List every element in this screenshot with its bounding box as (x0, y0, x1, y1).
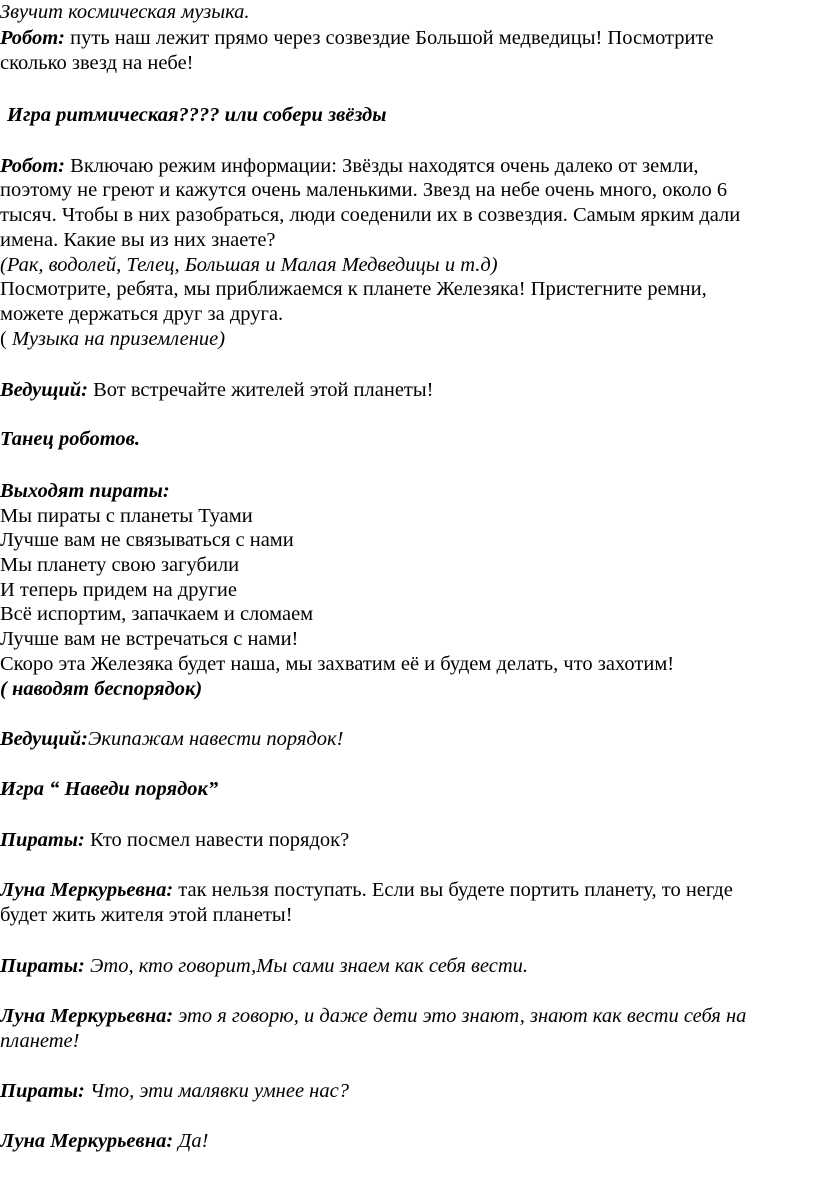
robot-line-1-text: путь наш лежит прямо через созвездие Большой медведицы! Посмотрите (65, 27, 714, 49)
robot-line-2-cont-1: поэтому не греют и кажутся очень маленькими. Звезд на небе очень много, около 6 (0, 179, 728, 201)
stage-direction-music: Звучит космическая музыка. (0, 1, 250, 23)
robot-line-1 (0, 26, 714, 50)
pirate-verse-1: Мы пираты с планеты Туами (0, 505, 253, 527)
pirates-line-1-text: Кто посмел навести порядок? (84, 829, 350, 851)
speaker-robot: Робот: (0, 155, 66, 177)
speaker-host: Ведущий: (0, 379, 88, 401)
robot-line-2-cont-2: тысяч. Чтобы в них разобраться, люди соеденили их в созвездия. Самым ярким дали (0, 204, 741, 226)
game-heading-order: Игра “ Наведи порядок” (0, 778, 219, 800)
speaker-pirates: Пираты: (0, 829, 85, 851)
pirate-verse-5: Всё испортим, запачкаем и сломаем (0, 603, 314, 625)
speaker-host: Ведущий: (0, 728, 88, 750)
luna-line-1-text: так нельзя поступать. Если вы будете портить планету, то негде (173, 879, 733, 901)
pirates-enter-heading: Выходят пираты: (0, 480, 170, 502)
speaker-luna: Луна Меркурьевна: (0, 1130, 174, 1152)
robot-line-3: Посмотрите, ребята, мы приближаемся к планете Железяка! Пристегните ремни, (0, 278, 707, 300)
pirate-verse-7: Скоро эта Железяка будет наша, мы захватим её и будем делать, что захотим! (0, 653, 675, 675)
game-heading-stars: Игра ритмическая???? или собери звёзды (7, 104, 387, 126)
robot-line-2 (0, 154, 699, 178)
pirates-line-2-text: Это, кто говорит,Мы сами знаем как себя вести. (84, 955, 528, 977)
stage-direction-landing: ( Музыка на приземление) (0, 328, 226, 350)
host-line-2-text: Экипажам навести порядок! (87, 728, 344, 750)
speaker-luna: Луна Меркурьевна: (0, 1005, 174, 1027)
robot-line-3-cont: можете держаться друг за друга. (0, 303, 284, 325)
robot-line-2-cont-3: имена. Какие вы из них знаете? (0, 229, 276, 251)
speaker-pirates: Пираты: (0, 1080, 85, 1102)
luna-line-2-cont: планете! (0, 1030, 80, 1052)
stage-direction-mess: ( наводят беспорядок) (0, 678, 203, 700)
pirate-verse-3: Мы планету свою загубили (0, 554, 240, 576)
robot-dance-heading: Танец роботов. (0, 428, 140, 450)
pirates-line-3-text: Что, эти малявки умнее нас? (84, 1080, 349, 1102)
luna-line-1-cont: будет жить жителя этой планеты! (0, 904, 293, 926)
host-line-1-text: Вот встречайте жителей этой планеты! (87, 379, 434, 401)
luna-line-2 (0, 1004, 746, 1028)
pirates-line-1 (0, 828, 349, 852)
speaker-pirates: Пираты: (0, 955, 85, 977)
robot-line-1-cont: сколько звезд на небе! (0, 52, 194, 74)
pirate-verse-4: И теперь придем на другие (0, 579, 237, 601)
luna-line-2-text: это я говорю, и даже дети это знают, знают как вести себя на (173, 1005, 747, 1027)
pirate-verse-6: Лучше вам не встречаться с нами! (0, 628, 299, 650)
pirates-line-3 (0, 1079, 349, 1103)
pirate-verse-2: Лучше вам не связываться с нами (0, 529, 294, 551)
speaker-robot: Робот: (0, 27, 66, 49)
constellation-answers: (Рак, водолей, Телец, Большая и Малая Медведицы и т.д) (0, 254, 498, 276)
luna-line-3 (0, 1129, 208, 1153)
speaker-luna: Луна Меркурьевна: (0, 879, 174, 901)
host-line-2 (0, 727, 343, 751)
luna-line-3-text: Да! (173, 1130, 209, 1152)
robot-line-2-text: Включаю режим информации: Звёзды находятся очень далеко от земли, (65, 155, 699, 177)
pirates-line-2 (0, 954, 528, 978)
luna-line-1 (0, 878, 733, 902)
host-line-1 (0, 378, 433, 402)
